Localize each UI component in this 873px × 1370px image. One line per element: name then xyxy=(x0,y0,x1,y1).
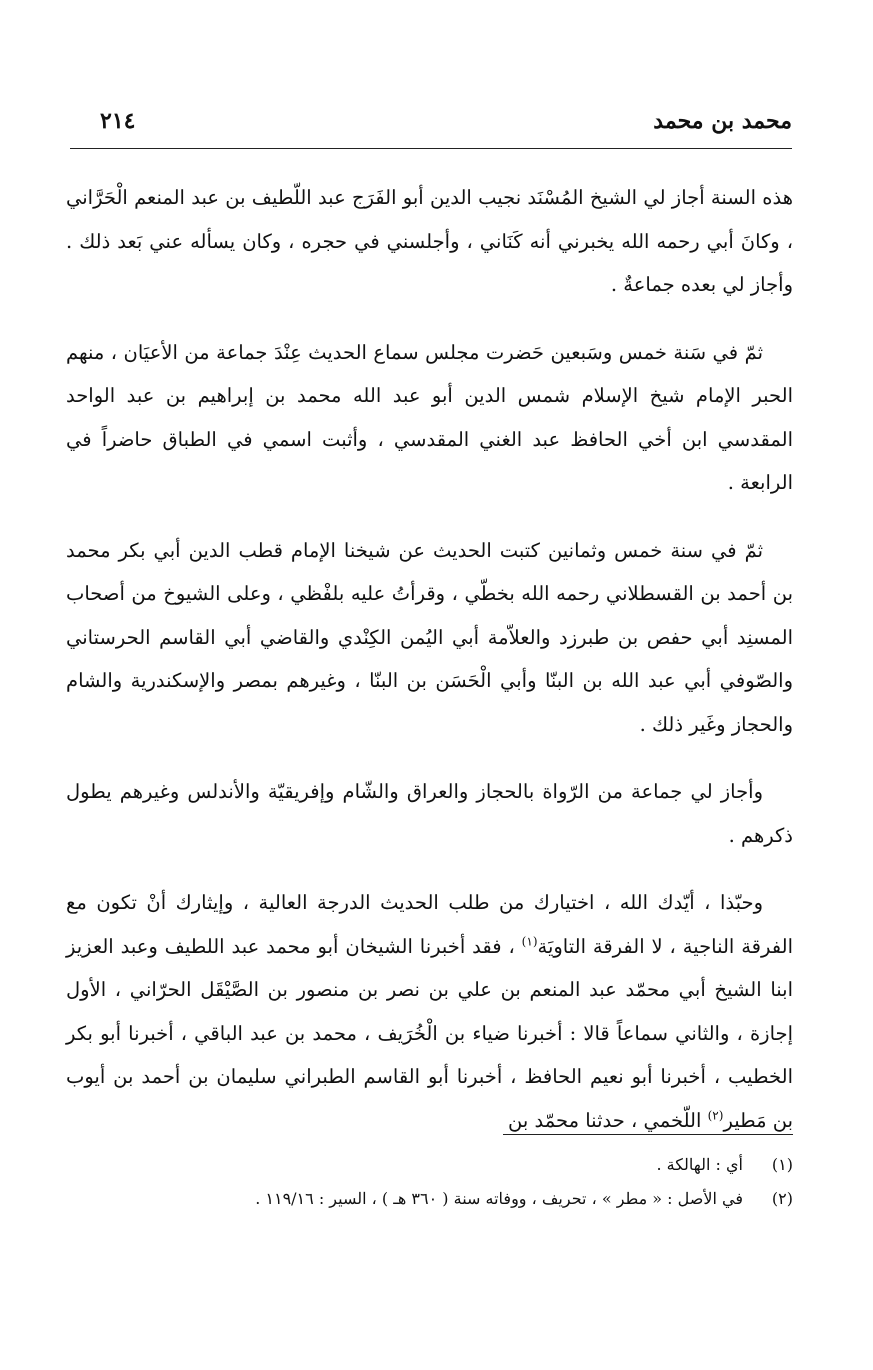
paragraph-5-text: وحبّذا ، أيّدك الله ، اختيارك من طلب الحديث الدرجة العالية ، وإيثارك أنْ تكون مع الفرقة الناجية ، لا الفرقة التاويَة xyxy=(66,891,793,958)
footnote-2 xyxy=(66,1182,793,1216)
footnote-ref-1[interactable]: (١) xyxy=(521,934,538,948)
footnotes xyxy=(66,1148,793,1216)
paragraph-3-text: ثمّ في سنة خمس وثمانين كتبت الحديث عن شيخنا الإمام قطب الدين أبي بكر محمد بن أحمد بن القسطلاني رحمه الله بخطّي ، وقرأتُ عليه بلفْظي ، وعلى الشيوخ من أصحاب المسنِد أبي حفص بن طبرزد والعلاّمة أبي اليُمن الكِنْدي والقاضي أبي القاسم الحرستاني والصّوفي أبي عبد الله بن البنّا وأبي الْحَسَن بن البنّا ، وغيرهم بمصر والإسكندرية والشام والحجاز وغَير ذلك . xyxy=(66,538,793,736)
paragraph-1: هذه السنة أجاز لي الشيخ المُسْنَد نجيب الدين أبو الفَرَج عبد اللّطيف بن عبد المنعم الْحَرَّاني ، وكانَ أبي رحمه الله يخبرني أنه كَنَاني ، وأجلسني في حجره ، وكان يسأله عني بَعد ذلك . وأجاز لي بعده جماعةٌ . xyxy=(66,186,793,296)
paragraph-5 xyxy=(66,881,793,1142)
paragraph-4 xyxy=(66,770,793,857)
running-title: محمد بن محمد xyxy=(653,108,792,134)
footnote-1-number: (١) xyxy=(771,1155,793,1174)
paragraph-2 xyxy=(66,331,793,505)
body-text xyxy=(66,176,793,1166)
paragraph-5-end: اللّخمي ، حدثنا محمّد بن xyxy=(508,1108,702,1132)
paragraph-2-text: ثمّ في سَنة خمس وسَبعين حَضرت مجلس سماع الحديث عِنْدَ جماعة من الأعيَان ، منهم الحبر الإمام شيخ الإسلام شمس الدين أبو عبد الله محمد بن إبراهيم بن عبد الواحد المقدسي ابن أخي الحافظ عبد الغني المقدسي ، وأثبت اسمي في الطباق حاضراً في الرابعة . xyxy=(66,340,793,494)
footnote-2-text: في الأصل : « مطر » ، تحريف ، ووفاته سنة ( ٣٦٠ هـ ) ، السير : ١١٩/١٦ . xyxy=(255,1189,743,1208)
footnote-ref-2[interactable]: (٢) xyxy=(707,1108,724,1122)
page-number: ٢١٤ xyxy=(100,108,136,134)
page-header xyxy=(70,108,792,148)
paragraph-5-middle: ، فقد أخبرنا الشيخان أبو محمد عبد اللطيف وعبد العزيز ابنا الشيخ أبي محمّد عبد المنعم بن علي بن نصر بن منصور بن الصَّيْقَل الحرّاني ، الأول إجازة ، والثاني سماعاً قالا : أخبرنا ضياء بن الْخُرَيف ، محمد بن عبد الباقي ، أخبرنا أبو بكر الخطيب ، أخبرنا أبو نعيم الحافظ ، أخبرنا أبو القاسم الطبراني سليمان بن أحمد بن أيوب بن مَطير xyxy=(66,934,793,1132)
header-rule xyxy=(70,148,792,149)
footnote-2-number: (٢) xyxy=(771,1189,793,1208)
footnote-1-text: أي : الهالكة . xyxy=(656,1155,743,1174)
paragraph-3 xyxy=(66,529,793,747)
paragraph-4-text: وأجاز لي جماعة من الرّواة بالحجاز والعراق والشّام وإفريقيّة والأندلس وغيرهم يطول ذكرهم . xyxy=(66,780,793,847)
footnote-1 xyxy=(66,1148,793,1182)
footnote-rule xyxy=(503,1134,793,1135)
